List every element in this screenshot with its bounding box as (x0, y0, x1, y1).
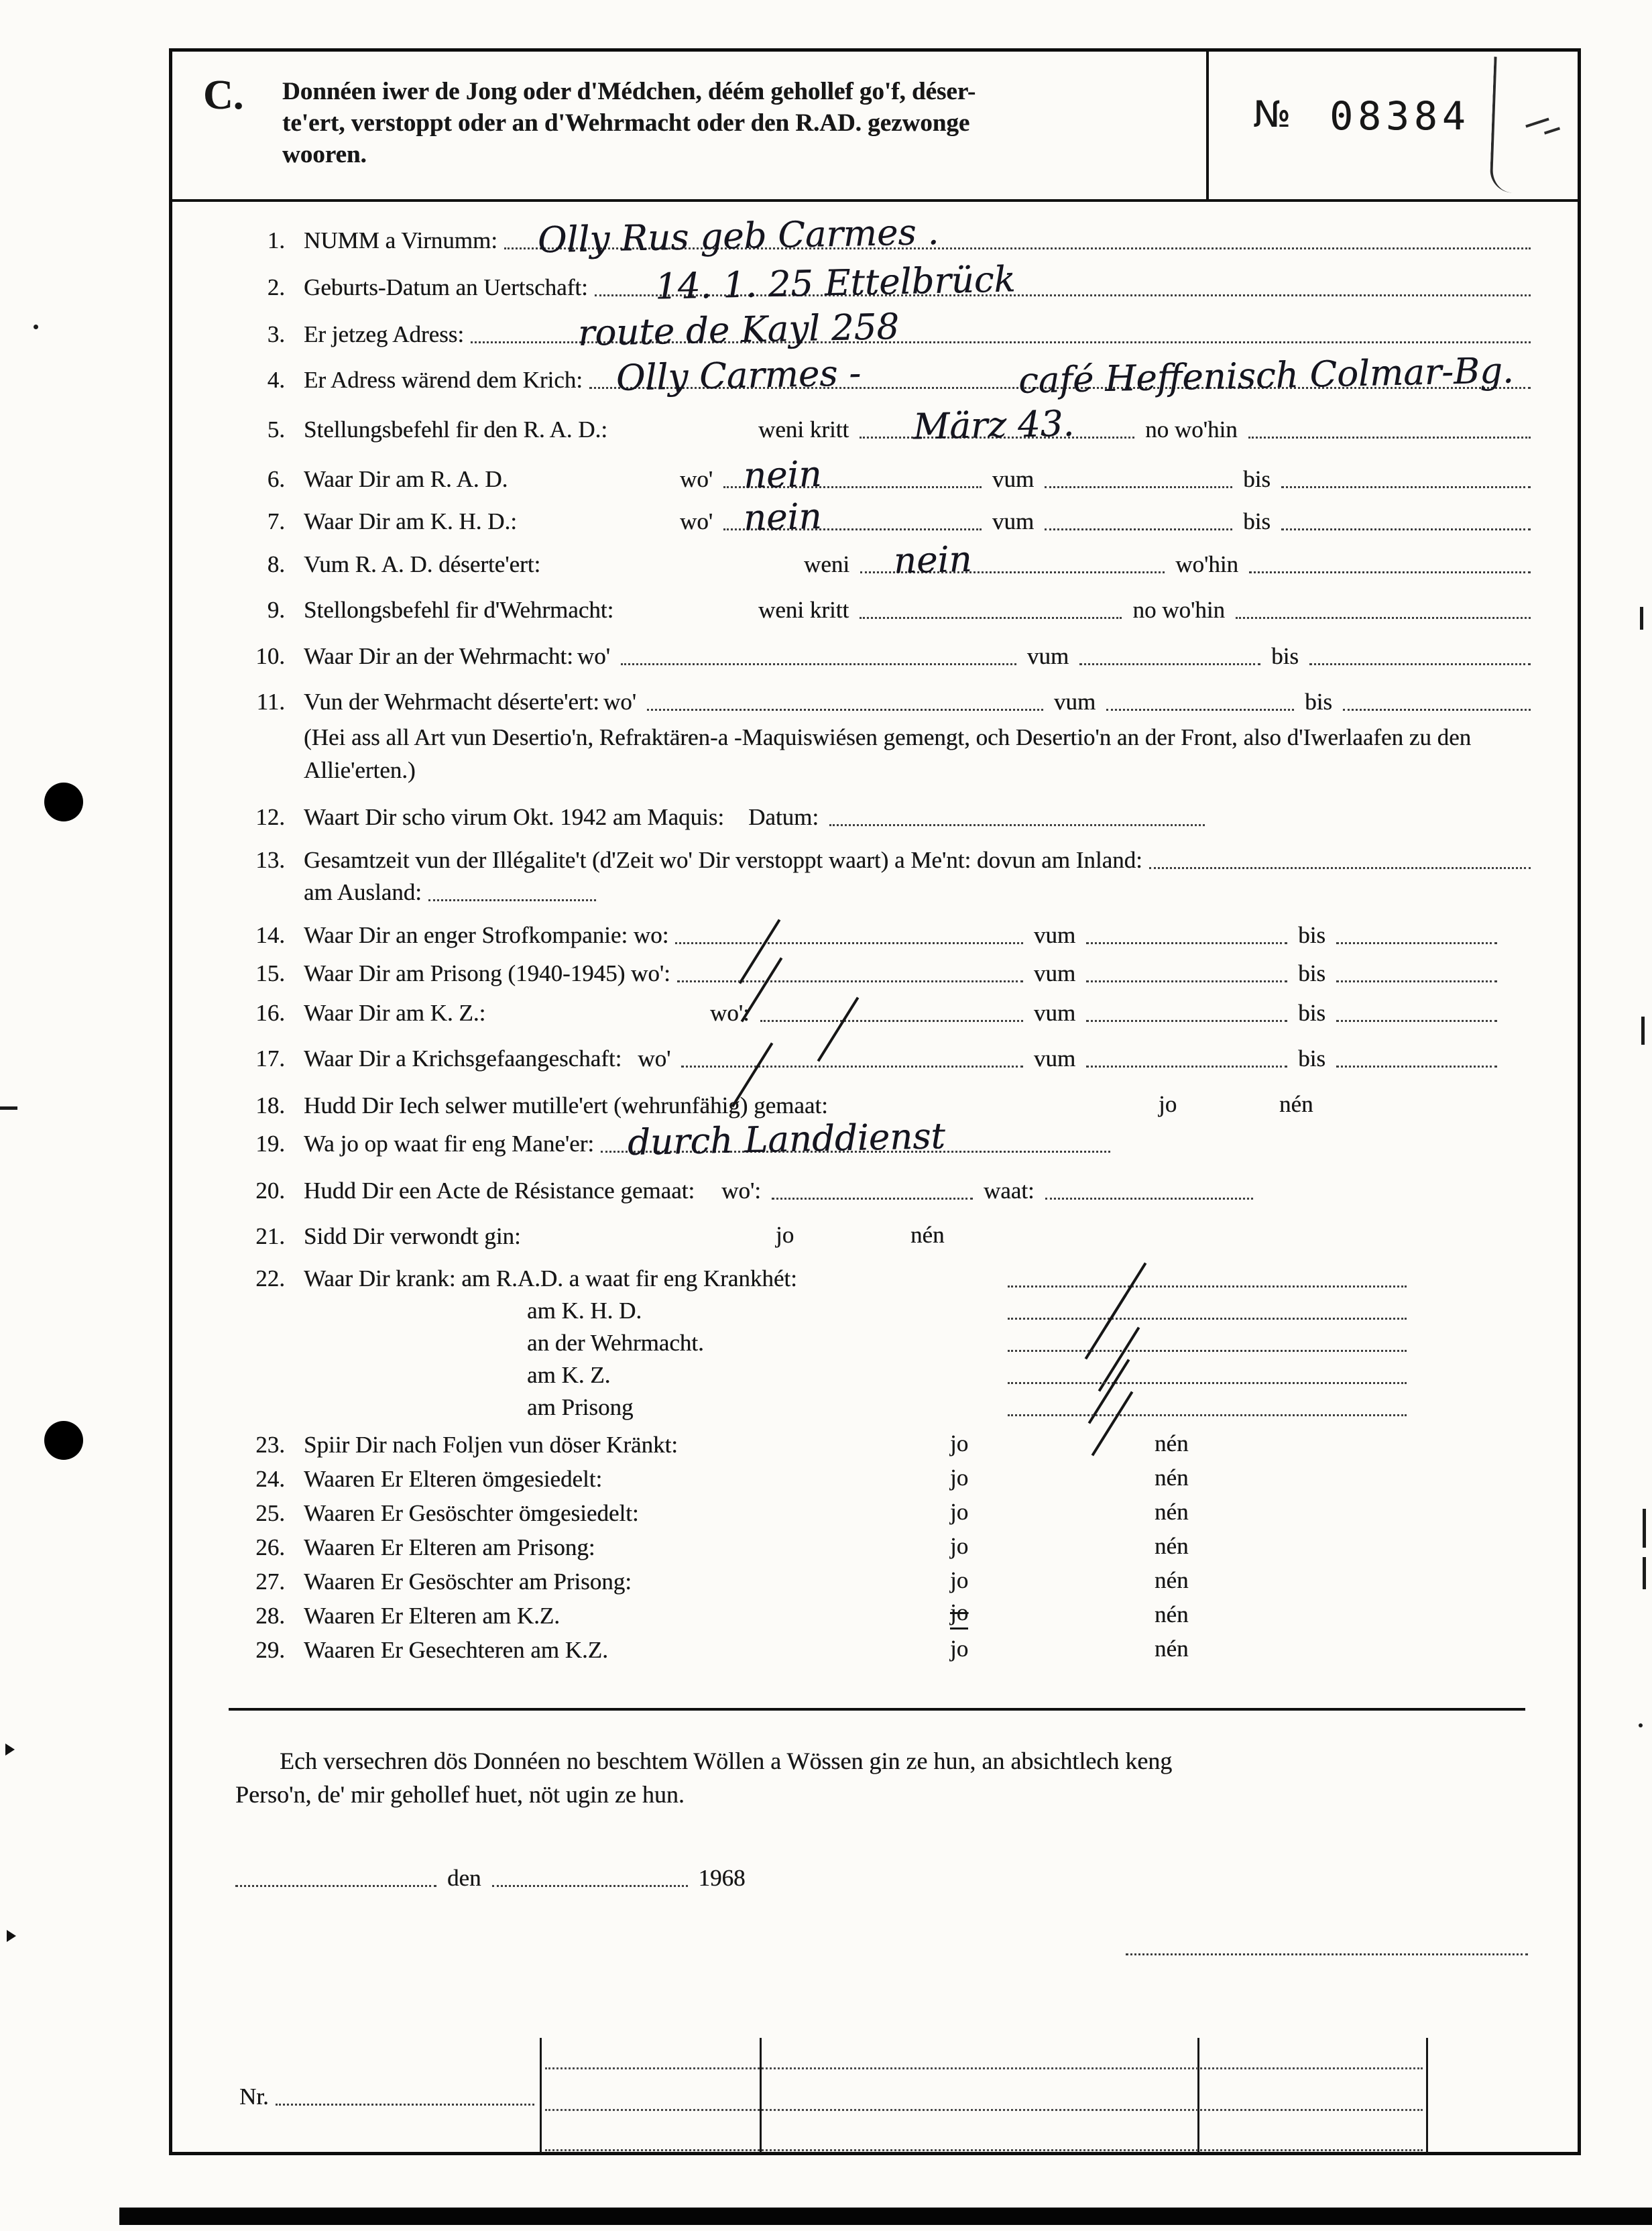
form-row-19 (235, 1116, 1537, 1163)
table-vertical-line (1197, 2038, 1199, 2153)
option-jo: jo (950, 1499, 969, 1525)
handwritten-entry: nein (893, 538, 973, 582)
row-label: Gesamtzeit vun der Illégalite't (d'Zeit wo' Dir verstoppt waart) a Me'nt: dovun am Inland: (304, 847, 1142, 873)
row-label: Vum R. A. D. déserte'ert: (304, 551, 541, 577)
field-label: vum (1033, 960, 1076, 986)
declaration (235, 1744, 1537, 1811)
form-row-20 (235, 1176, 1537, 1206)
option-jo: jo (950, 1636, 969, 1662)
row-label: Hudd Dir Iech selwer mutille'ert (wehrunfähig) gemaat: (304, 1092, 828, 1119)
field-label: weni kritt (758, 416, 849, 443)
row-label: Er Adress wärend dem Krich: (304, 367, 583, 393)
scan-artifact (34, 325, 38, 329)
field-label: bis (1243, 466, 1271, 492)
fill-in-line (589, 350, 1531, 402)
field-label: vum (992, 508, 1035, 534)
field-label: vum (1033, 1045, 1076, 1072)
fill-in-line (504, 211, 1531, 262)
fill-in-line (723, 453, 982, 497)
form-row-14 (235, 921, 1537, 950)
serial-number: 08384 (1330, 93, 1470, 139)
row-label: Waaren Er Elteren am K.Z. (304, 1603, 560, 1629)
form-title (282, 52, 1181, 199)
nr-label: Nr. (239, 2083, 269, 2110)
row-label: Waar Dir krank: am R.A.D. a waat fir eng Krankhét: (304, 1265, 797, 1292)
row-label: Waar Dir a Krichsgefaangeschaft: (304, 1045, 622, 1072)
field-label: wo' (577, 643, 610, 669)
row-label: am Prisong (527, 1394, 634, 1420)
fill-in-line (1045, 524, 1232, 530)
field-label: weni kritt (758, 597, 849, 623)
form-row-21 (235, 1222, 1537, 1251)
row-number: 28. (255, 1603, 285, 1629)
fill-in-line (428, 895, 596, 901)
row-number: 5. (267, 416, 285, 443)
fill-in-line (760, 1016, 1023, 1022)
fill-in-line (1336, 938, 1497, 944)
table-vertical-line (540, 2038, 542, 2153)
row-number: 26. (255, 1534, 285, 1560)
fill-in-line (675, 938, 1023, 944)
fill-in-line (1236, 613, 1531, 619)
declaration-line2: Perso'n, de' mir gehollef huet, nöt ugin ze hun. (235, 1781, 685, 1808)
row-number: 19. (255, 1131, 285, 1157)
handwritten-entry: Olly Rus geb Carmes . (537, 211, 939, 262)
fill-in-line (1336, 1062, 1497, 1068)
form-title-line1: Donnéen iwer de Jong oder d'Médchen, déém gehollef go'f, déser- (282, 78, 976, 105)
option-jo: jo (776, 1222, 794, 1248)
option-jo: jo (950, 1430, 969, 1456)
form-row-27 (235, 1567, 1537, 1597)
row-label: Waaren Er Gesechteren am K.Z. (304, 1637, 608, 1663)
form-row-24 (235, 1465, 1537, 1494)
fill-in-line (1008, 1346, 1407, 1352)
form-row-1 (235, 211, 1537, 262)
field-label: weni (804, 551, 850, 577)
form-row-25 (235, 1499, 1537, 1528)
row-number: 1. (267, 227, 285, 253)
field-label: no wo'hin (1132, 597, 1225, 623)
row-number: 7. (267, 508, 285, 534)
field-label: bis (1298, 1000, 1325, 1026)
place-fill-in (235, 1881, 436, 1887)
fill-in-line (1309, 659, 1531, 665)
row-label: an der Wehrmacht. (527, 1330, 704, 1356)
form-row-13 (235, 846, 1537, 875)
option-jo-crossed: jo (950, 1598, 968, 1629)
table-vertical-line (760, 2038, 762, 2153)
row-label: Waaren Er Gesöschter ömgesiedelt: (304, 1500, 639, 1526)
option-nen: nén (1279, 1091, 1313, 1117)
row-label: Vun der Wehrmacht déserte'ert: (304, 689, 599, 715)
fill-in-line (601, 1116, 1110, 1163)
field-label: vum (1053, 689, 1096, 715)
scan-edge-strip (119, 2208, 1652, 2225)
numero-sign: № (1253, 93, 1291, 135)
row-label: Waaren Er Elteren am Prisong: (304, 1534, 595, 1560)
row-number: 29. (255, 1637, 285, 1663)
scan-artifact (1639, 1723, 1643, 1727)
option-nen: nén (1155, 1499, 1189, 1525)
handwritten-mark (1525, 118, 1549, 128)
fill-in-line (1149, 863, 1531, 869)
fill-in-line (1086, 976, 1287, 982)
option-jo: jo (950, 1465, 969, 1491)
fill-in-line (860, 613, 1122, 619)
row-label: Wa jo op waat fir eng Mane'er: (304, 1131, 595, 1157)
form-body (172, 211, 1578, 1955)
fill-in-line (1086, 1016, 1287, 1022)
row-number: 22. (255, 1265, 285, 1292)
nr-line (239, 2082, 541, 2112)
row-number: 6. (267, 466, 285, 492)
handwritten-entry: durch Landdienst (627, 1116, 946, 1163)
fill-in-line (1008, 1410, 1407, 1416)
row-number: 8. (267, 551, 285, 577)
fill-in-line (1086, 938, 1287, 944)
scan-artifact (1640, 607, 1643, 630)
field-label: wo' (638, 1045, 671, 1072)
field-label: Datum: (748, 804, 819, 830)
fill-in-line (1343, 705, 1531, 711)
row-number: 12. (255, 804, 285, 830)
row-number: 23. (255, 1432, 285, 1458)
form-row-22b (235, 1296, 1537, 1326)
field-label: bis (1243, 508, 1271, 534)
scan-artifact (7, 1930, 16, 1942)
option-nen: nén (1155, 1636, 1189, 1662)
row-label: Waar Dir am Prisong (1940-1945) wo': (304, 960, 670, 986)
row-label: Waart Dir scho virum Okt. 1942 am Maquis: (304, 804, 725, 830)
serial-number-block (1209, 52, 1578, 199)
field-label: bis (1305, 689, 1332, 715)
form-title-line3: wooren. (282, 141, 367, 168)
option-nen: nén (1155, 1430, 1189, 1456)
row-label: Waar Dir am K. Z.: (304, 1000, 486, 1026)
form-note-11 (235, 721, 1537, 787)
handwritten-stroke (1489, 56, 1517, 192)
field-label: wo' (603, 689, 637, 715)
option-nen: nén (1155, 1465, 1189, 1491)
row-label: Spiir Dir nach Foljen vun döser Kränkt: (304, 1432, 678, 1458)
row-label: Stellungsbefehl fir den R. A. D.: (304, 416, 608, 443)
option-jo: jo (950, 1533, 969, 1559)
fill-in-line (1281, 524, 1531, 530)
scan-artifact (1643, 1509, 1646, 1548)
field-label: wo': (721, 1178, 761, 1204)
fill-in-line (1086, 1062, 1287, 1068)
row-number: 27. (255, 1568, 285, 1595)
handwritten-entry: nein (743, 453, 823, 497)
row-label: Geburts-Datum an Uertschaft: (304, 274, 588, 300)
fill-in-line (677, 976, 1023, 982)
row-number: 15. (255, 960, 285, 986)
fill-in-line (621, 659, 1016, 665)
row-label: Hudd Dir een Acte de Résistance gemaat: (304, 1178, 695, 1204)
handwritten-mark (1544, 127, 1560, 134)
option-nen: nén (1155, 1533, 1189, 1559)
form-row-18 (235, 1091, 1537, 1121)
signature-fill-in (1126, 1949, 1528, 1955)
field-label: wo'hin (1175, 551, 1238, 577)
form-row-16 (235, 998, 1537, 1028)
fill-in-line (1336, 976, 1497, 982)
scan-artifact (1641, 1017, 1645, 1045)
row-label: Waar Dir am R. A. D. (304, 466, 508, 492)
fill-in-line (647, 705, 1043, 711)
row-label: NUMM a Virnumm: (304, 227, 497, 253)
row-number: 13. (255, 847, 285, 873)
scan-artifact (5, 1743, 15, 1756)
fill-in-line (681, 1062, 1023, 1068)
row-label: am K. Z. (527, 1362, 611, 1388)
option-nen: nén (910, 1222, 945, 1248)
form-row-9 (235, 595, 1537, 625)
handwritten-entry: 14. 1. 25 Ettelbrück (654, 259, 1016, 308)
row-number: 16. (255, 1000, 285, 1026)
form-row-29 (235, 1636, 1537, 1665)
form-row-8 (235, 538, 1537, 582)
option-nen: nén (1155, 1601, 1189, 1627)
row-label: Waar Dir am K. H. D.: (304, 508, 517, 534)
field-label: bis (1298, 922, 1325, 948)
form-row-15 (235, 959, 1537, 988)
fill-in-line (860, 538, 1165, 582)
fill-in-line (723, 496, 982, 539)
row-number: 18. (255, 1092, 285, 1119)
fill-in-line (1045, 1194, 1253, 1200)
row-number: 24. (255, 1466, 285, 1492)
row-number: 10. (255, 643, 285, 669)
form-title-line2: te'ert, verstoppt oder an d'Wehrmacht oder den R.AD. gezwonge (282, 109, 970, 137)
row-label: Sidd Dir verwondt gin: (304, 1223, 521, 1249)
row-label: am Ausland: (304, 879, 422, 905)
row-label: Waar Dir an der Wehrmacht: (304, 643, 573, 669)
fill-in-line (772, 1194, 973, 1200)
handwritten-entry: café Heffenisch Colmar-Bg. (1018, 350, 1515, 402)
fill-in-line (1248, 433, 1531, 439)
form-row-4 (235, 350, 1537, 402)
handwritten-entry: Olly Carmes - (615, 353, 862, 399)
form-row-2 (235, 259, 1537, 308)
nr-fill-in (276, 2100, 534, 2106)
row-number: 3. (267, 321, 285, 347)
option-jo: jo (1159, 1091, 1177, 1117)
form-row-13b (235, 878, 1537, 907)
fill-in-line (471, 306, 1531, 355)
fill-in-line (829, 820, 1205, 826)
field-label: wo' (680, 508, 713, 534)
date-line (235, 1864, 1537, 1893)
fill-in-line (1008, 1378, 1407, 1384)
punch-hole-top (44, 783, 83, 821)
field-label: no wo'hin (1145, 416, 1238, 443)
field-label: vum (1033, 922, 1076, 948)
punch-hole-bottom (44, 1421, 83, 1460)
field-label: bis (1271, 643, 1299, 669)
field-label: vum (1026, 643, 1069, 669)
fill-in-line (1336, 1016, 1497, 1022)
form-row-3 (235, 306, 1537, 355)
fill-in-line (595, 259, 1531, 308)
table-dotted-row (545, 2067, 1423, 2069)
row-number: 20. (255, 1178, 285, 1204)
field-label: bis (1298, 960, 1325, 986)
row-label: Stellongsbefehl fir d'Wehrmacht: (304, 597, 614, 623)
fill-in-line (1281, 482, 1531, 488)
row-number: 14. (255, 922, 285, 948)
option-nen: nén (1155, 1567, 1189, 1593)
field-label: waat: (983, 1178, 1035, 1204)
year-value: 1968 (698, 1865, 746, 1891)
handwritten-entry: März 43. (912, 403, 1075, 448)
form-row-17 (235, 1044, 1537, 1074)
row-number: 21. (255, 1223, 285, 1249)
form-row-22c (235, 1328, 1537, 1358)
den-label: den (447, 1865, 481, 1891)
form-row-7 (235, 496, 1537, 539)
table-dotted-row (545, 2149, 1423, 2151)
form-row-12 (235, 803, 1537, 832)
row-number: 11. (256, 689, 285, 715)
form-header (172, 52, 1578, 202)
row-label: Waaren Er Elteren ömgesiedelt: (304, 1466, 603, 1492)
handwritten-entry: route de Kayl 258 (577, 306, 900, 355)
form-row-6 (235, 453, 1537, 497)
section-letter: C. (203, 72, 244, 118)
form-border-frame (169, 48, 1581, 2155)
table-vertical-line (1426, 2038, 1428, 2153)
form-row-5 (235, 403, 1537, 448)
row-label: Waaren Er Gesöschter am Prisong: (304, 1568, 632, 1595)
field-label: wo' (680, 466, 713, 492)
form-row-23 (235, 1430, 1537, 1460)
row-label: am K. H. D. (527, 1298, 642, 1324)
row-label: Waar Dir an enger Strofkompanie: wo: (304, 922, 669, 948)
row-number: 9. (267, 597, 285, 623)
form-row-26 (235, 1533, 1537, 1562)
fill-in-line (1079, 659, 1260, 665)
scan-artifact (1643, 1557, 1646, 1589)
fill-in-line (1045, 482, 1232, 488)
form-row-11 (235, 687, 1537, 717)
form-row-22d (235, 1361, 1537, 1390)
handwritten-entry: nein (743, 496, 823, 539)
field-label: bis (1298, 1045, 1325, 1072)
date-fill-in (492, 1881, 688, 1887)
section-divider-rule (229, 1708, 1525, 1711)
scan-artifact (0, 1106, 17, 1110)
field-label: vum (992, 466, 1035, 492)
row-label: Er jetzeg Adress: (304, 321, 465, 347)
form-row-10 (235, 642, 1537, 671)
row-number: 25. (255, 1500, 285, 1526)
field-label: wo': (710, 1000, 750, 1026)
form-row-22 (235, 1264, 1537, 1294)
declaration-line1: Ech versechren dös Donnéen no beschtem Wöllen a Wössen gin ze hun, an absichtlech keng (280, 1748, 1173, 1774)
row-number: 4. (267, 367, 285, 393)
bottom-index-table (540, 2038, 1428, 2153)
table-dotted-row (545, 2109, 1423, 2111)
note-text: (Hei ass all Art vun Desertio'n, Refraktären-a -Maquiswiésen gemengt, och Desertio'n an der Front, also d'Iwerlaafen zu den Allie'erten.) (304, 724, 1472, 783)
fill-in-line (1249, 567, 1531, 573)
field-label: vum (1033, 1000, 1076, 1026)
form-row-28 (235, 1601, 1537, 1631)
fill-in-line (1106, 705, 1294, 711)
row-number: 17. (255, 1045, 285, 1072)
row-number: 2. (267, 274, 285, 300)
form-row-22e (235, 1393, 1537, 1422)
option-jo: jo (950, 1567, 969, 1593)
fill-in-line (860, 403, 1134, 448)
fill-in-line (1008, 1314, 1407, 1320)
fill-in-line (1008, 1281, 1407, 1288)
